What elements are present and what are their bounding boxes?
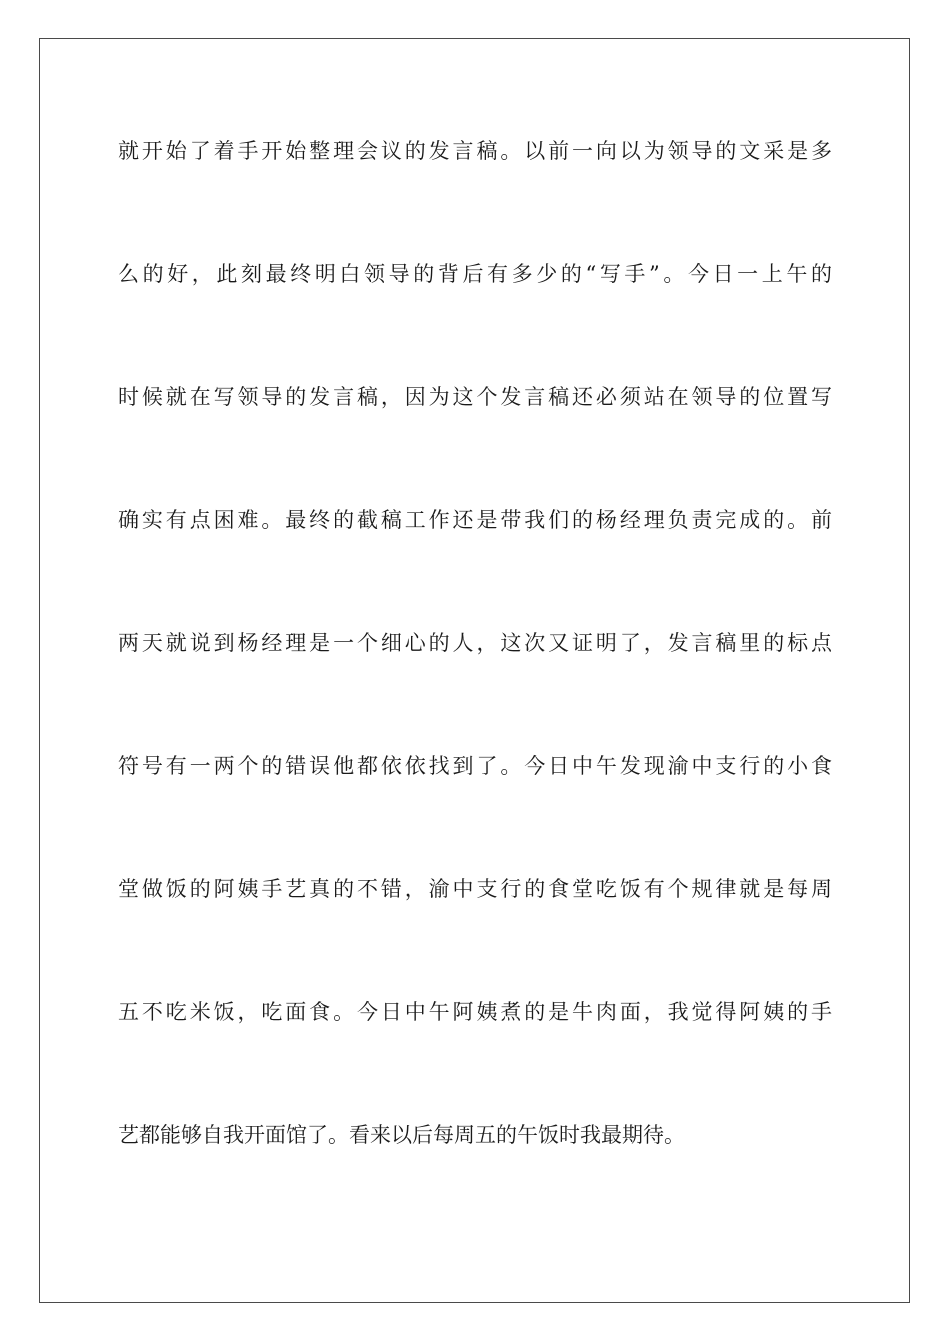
paragraph-line: 符号有一两个的错误他都依依找到了。今日中午发现渝中支行的小食 (118, 754, 832, 778)
paragraph-line: 时候就在写领导的发言稿，因为这个发言稿还必须站在领导的位置写 (118, 385, 832, 409)
paragraph-line: 五不吃米饭，吃面食。今日中午阿姨煮的是牛肉面，我觉得阿姨的手 (118, 1000, 832, 1024)
page-frame (39, 38, 910, 1303)
paragraph-line: 两天就说到杨经理是一个细心的人，这次又证明了，发言稿里的标点 (118, 631, 832, 655)
paragraph-line: 艺都能够自我开面馆了。看来以后每周五的午饭时我最期待。 (118, 1123, 685, 1147)
paragraph-line: 么的好，此刻最终明白领导的背后有多少的“写手”。今日一上午的 (118, 262, 832, 286)
paragraph-line: 确实有点困难。最终的截稿工作还是带我们的杨经理负责完成的。前 (118, 508, 832, 532)
paragraph-line: 堂做饭的阿姨手艺真的不错，渝中支行的食堂吃饭有个规律就是每周 (118, 877, 832, 901)
paragraph-line: 就开始了着手开始整理会议的发言稿。以前一向以为领导的文采是多 (118, 139, 832, 163)
